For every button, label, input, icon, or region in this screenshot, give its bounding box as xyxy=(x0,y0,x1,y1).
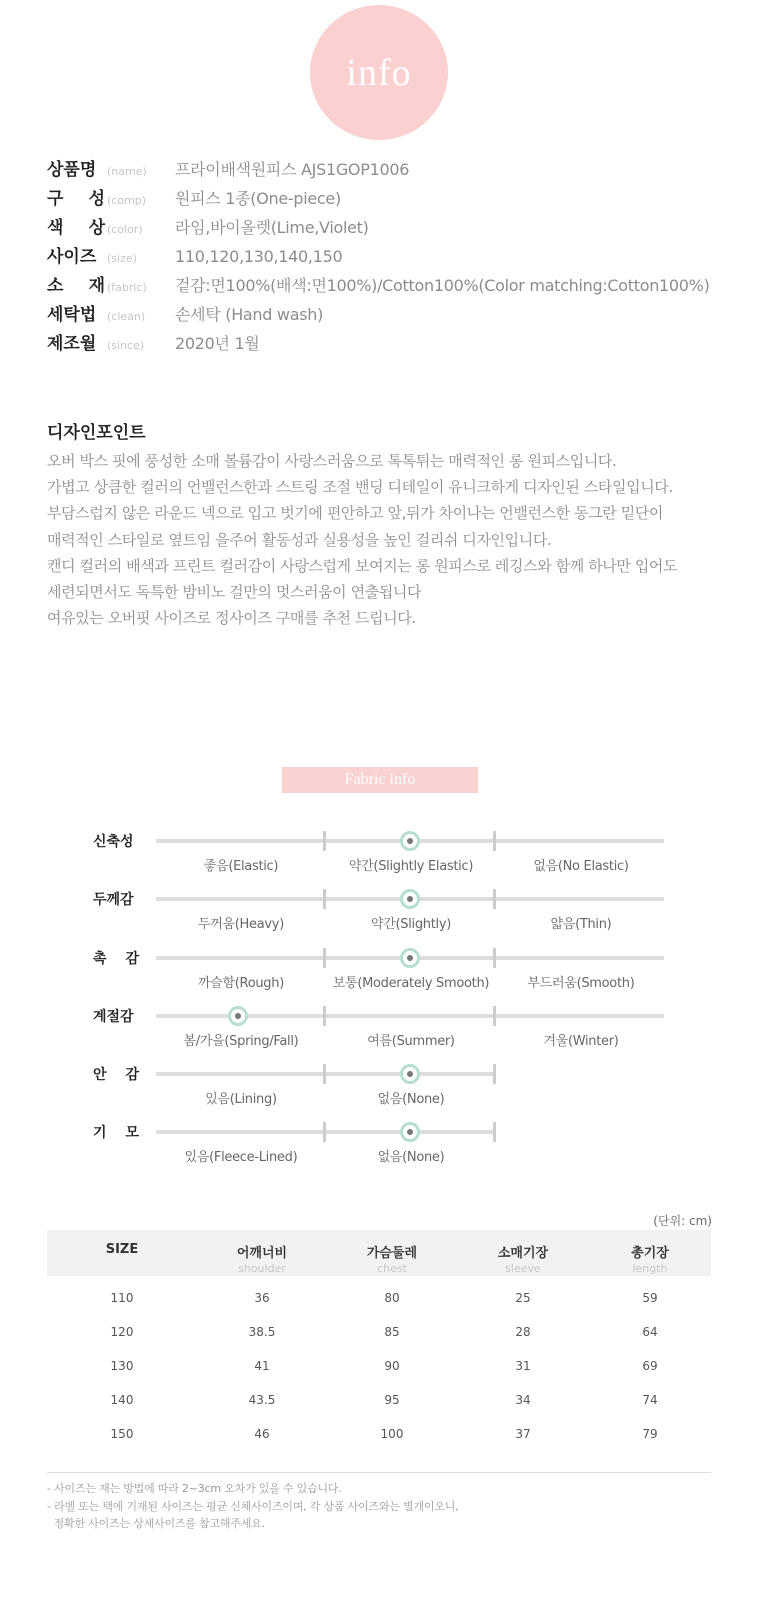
spec-sub-label: (name) xyxy=(107,165,147,178)
table-cell: 140 xyxy=(110,1393,134,1407)
fabric-tick xyxy=(323,1122,326,1142)
fabric-row-label: 신축성 xyxy=(93,834,134,850)
fabric-row-label: 기 모 xyxy=(93,1125,139,1141)
spec-value: 2020년 1월 xyxy=(175,334,260,353)
header-sub: chest xyxy=(377,1262,407,1275)
table-row xyxy=(47,1349,711,1383)
fabric-tick xyxy=(493,1122,496,1142)
fabric-row-label: 두께감 xyxy=(93,892,134,908)
note-line: 정확한 사이즈는 상세사이즈를 참고해주세요. xyxy=(47,1517,265,1530)
fabric-row-label: 안 감 xyxy=(93,1067,139,1083)
table-row xyxy=(47,1417,711,1451)
design-point-line: 부담스럽지 않은 라운드 넥으로 입고 벗기에 편안하고 앞,뒤가 차이나는 언밸런스한 동그란 밑단이 xyxy=(47,504,664,523)
spec-row xyxy=(47,329,260,353)
table-cell: 130 xyxy=(110,1359,134,1373)
fabric-option: 약간(Slightly Elastic) xyxy=(348,859,474,874)
spec-sub-label: (clean) xyxy=(107,310,146,323)
spec-value: 프라이배색원피스 AJS1GOP1006 xyxy=(175,160,410,179)
fabric-selected-marker xyxy=(400,1122,420,1142)
fabric-option: 있음(Fleece-Lined) xyxy=(184,1150,298,1165)
table-cell: 110 xyxy=(110,1291,134,1305)
fabric-option: 있음(Lining) xyxy=(205,1092,277,1107)
fabric-tick xyxy=(323,1064,326,1084)
header-main: 총기장 xyxy=(631,1246,669,1261)
fabric-row-label: 촉 감 xyxy=(93,951,139,967)
spec-row xyxy=(47,213,369,237)
header-main: 가슴둘레 xyxy=(366,1246,418,1261)
header-sub: shoulder xyxy=(238,1262,286,1275)
fabric-option: 없음(None) xyxy=(377,1092,445,1107)
fabric-option: 없음(None) xyxy=(377,1150,445,1165)
spec-label: 소 재 xyxy=(47,276,105,296)
table-row xyxy=(47,1315,711,1349)
note-line: - 사이즈는 재는 방법에 따라 2~3cm 오차가 있을 수 있습니다. xyxy=(47,1482,342,1495)
fabric-tick xyxy=(323,948,326,968)
design-point-line: 가볍고 상큼한 컬러의 언밸런스한과 스트링 조절 밴딩 디테일이 유니크하게 디자인된 스타일입니다. xyxy=(47,478,673,497)
table-cell: 120 xyxy=(110,1325,134,1339)
spec-sub-label: (color) xyxy=(107,223,143,236)
table-cell: 100 xyxy=(380,1427,404,1441)
spec-value: 110,120,130,140,150 xyxy=(175,247,343,266)
table-cell: 34 xyxy=(515,1393,531,1407)
spec-value: 손세탁 (Hand wash) xyxy=(175,305,324,324)
spec-sub-label: (since) xyxy=(107,339,145,352)
table-cell: 95 xyxy=(384,1393,400,1407)
spec-sub-label: (comp) xyxy=(107,194,147,207)
spec-value: 원피스 1종(One-piece) xyxy=(175,189,341,208)
table-cell: 85 xyxy=(384,1325,400,1339)
design-point-line: 세련되면서도 독특한 밤비노 걸만의 멋스러움이 연출됩니다 xyxy=(47,583,422,602)
table-cell: 41 xyxy=(254,1359,270,1373)
fabric-option: 여름(Summer) xyxy=(367,1034,455,1049)
table-cell: 46 xyxy=(254,1427,270,1441)
size-table-header-cell xyxy=(589,1230,711,1276)
size-table-header xyxy=(47,1230,711,1276)
table-cell: 36 xyxy=(254,1291,270,1305)
fabric-tick xyxy=(493,831,496,851)
spec-value: 겉감:면100%(배색:면100%)/Cotton100%(Color matching:Cotton100%) xyxy=(175,276,710,295)
fabric-selected-marker xyxy=(400,1064,420,1084)
fabric-option: 부드러움(Smooth) xyxy=(527,976,635,991)
spec-label: 세탁법 xyxy=(47,305,97,325)
table-row xyxy=(47,1281,711,1315)
fabric-info-banner: Fabric info xyxy=(282,767,478,793)
fabric-option: 없음(No Elastic) xyxy=(533,859,629,874)
design-point-text xyxy=(47,448,677,631)
table-cell: 150 xyxy=(110,1427,134,1441)
table-cell: 79 xyxy=(642,1427,658,1441)
fabric-tick xyxy=(493,948,496,968)
table-cell: 90 xyxy=(384,1359,400,1373)
spec-label: 상품명 xyxy=(47,160,97,180)
spec-row xyxy=(47,184,341,208)
table-cell: 43.5 xyxy=(248,1393,276,1407)
table-cell: 74 xyxy=(642,1393,658,1407)
spec-label: 구 성 xyxy=(47,189,105,209)
fabric-tick xyxy=(493,889,496,909)
spec-row xyxy=(47,242,342,266)
spec-row xyxy=(47,271,710,295)
fabric-option: 약간(Slightly) xyxy=(370,917,452,932)
spec-label: 색 상 xyxy=(47,218,105,238)
fabric-selected-marker xyxy=(228,1006,248,1026)
spec-sub-label: (fabric) xyxy=(107,281,147,294)
table-row xyxy=(47,1383,711,1417)
spec-row xyxy=(47,300,323,324)
size-table-body xyxy=(47,1281,711,1451)
fabric-tick xyxy=(493,1006,496,1026)
spec-sub-label: (size) xyxy=(107,252,137,265)
fabric-tick xyxy=(323,1006,326,1026)
size-notes xyxy=(47,1480,459,1533)
spec-row xyxy=(47,155,409,179)
info-badge-text: info xyxy=(346,51,412,94)
table-cell: 37 xyxy=(515,1427,531,1441)
size-table-header-cell xyxy=(327,1230,457,1276)
fabric-tick xyxy=(493,1064,496,1084)
header-sub: length xyxy=(632,1262,668,1275)
fabric-option: 얇음(Thin) xyxy=(550,917,612,932)
fabric-tick xyxy=(323,831,326,851)
table-cell: 64 xyxy=(642,1325,658,1339)
note-line: - 라벨 또는 택에 기재된 사이즈는 평균 신체사이즈이며, 각 상품 사이즈와는 별개이오니, xyxy=(47,1499,459,1513)
fabric-option: 좋음(Elastic) xyxy=(203,859,279,874)
design-point-line: 매력적인 스타일로 옆트임 을주어 활동성과 실용성을 높인 걸리쉬 디자인입니다. xyxy=(47,530,552,549)
unit-label: (단위: cm) xyxy=(653,1214,712,1228)
header-main: 소매기장 xyxy=(497,1246,549,1261)
header-sub: sleeve xyxy=(505,1262,541,1275)
table-cell: 38.5 xyxy=(248,1325,276,1339)
fabric-selected-marker xyxy=(400,831,420,851)
table-cell: 80 xyxy=(384,1291,400,1305)
spec-value: 라임,바이올렛(Lime,Violet) xyxy=(175,218,369,237)
table-cell: 69 xyxy=(642,1359,658,1373)
fabric-option: 보통(Moderately Smooth) xyxy=(332,976,490,991)
fabric-option: 까슬함(Rough) xyxy=(198,976,284,991)
header-main: SIZE xyxy=(105,1242,139,1257)
size-table-header-cell xyxy=(457,1230,589,1276)
spec-label: 사이즈 xyxy=(47,247,97,267)
fabric-option: 겨울(Winter) xyxy=(543,1034,619,1049)
fabric-selected-marker xyxy=(400,889,420,909)
fabric-row-label: 계절감 xyxy=(93,1009,134,1025)
design-point-line: 오버 박스 핏에 풍성한 소매 볼륨감이 사랑스러움으로 톡톡튀는 매력적인 롱 원피스입니다. xyxy=(47,452,617,470)
fabric-tick xyxy=(323,889,326,909)
info-badge xyxy=(310,5,448,140)
design-point-line: 여유있는 오버핏 사이즈로 정사이즈 구매를 추천 드립니다. xyxy=(47,609,416,628)
fabric-option: 두꺼움(Heavy) xyxy=(198,917,284,932)
design-point-title: 디자인포인트 xyxy=(47,423,146,443)
table-cell: 31 xyxy=(515,1359,531,1373)
fabric-option: 봄/가을(Spring/Fall) xyxy=(183,1034,299,1049)
table-cell: 25 xyxy=(515,1291,531,1305)
table-cell: 28 xyxy=(515,1325,531,1339)
notes-divider xyxy=(47,1472,711,1473)
spec-label: 제조월 xyxy=(47,334,97,354)
size-table-header-cell xyxy=(47,1230,197,1276)
design-point-line: 캔디 컬러의 배색과 프린트 컬러감이 사랑스럽게 보여지는 롱 원피스로 레깅스와 함께 하나만 입어도 xyxy=(47,556,678,575)
size-table-header-cell xyxy=(197,1230,327,1276)
header-main: 어깨너비 xyxy=(236,1246,288,1261)
fabric-selected-marker xyxy=(400,948,420,968)
size-table xyxy=(47,1230,711,1451)
table-cell: 59 xyxy=(642,1291,658,1305)
